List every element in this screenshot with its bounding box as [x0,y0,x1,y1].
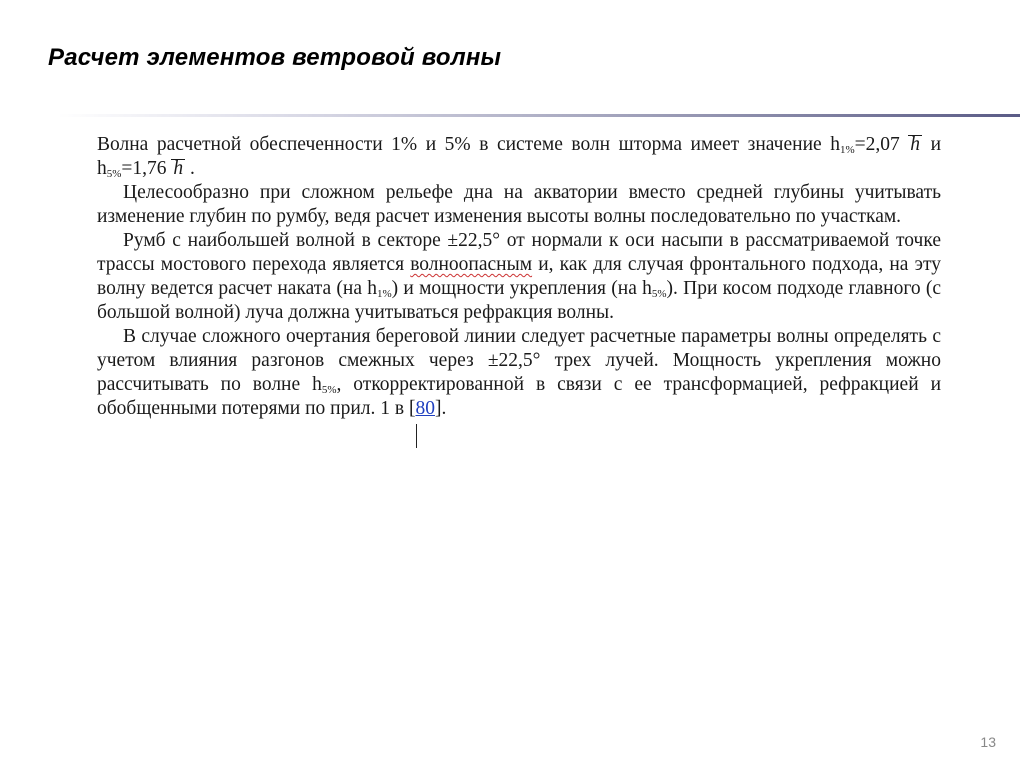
p3-part4: ). При косом подходе главного (с большой волной) луча должна учитываться рефракция волны. [97,278,942,323]
p4-part3: ]. [434,398,447,419]
paragraph-3 [97,229,941,325]
p1-sub-5: 5% [106,168,122,180]
p1-sub-1: 1% [839,144,855,156]
p2-text: Целесообразно при сложном рельефе дна на акватории вместо средней глубины учитывать изменение глубин по румбу, ведя расчет изменения высоты волны последовательно по участкам. [97,182,941,227]
title-divider [58,114,1020,117]
p3-part3: ) и мощности укрепления (на h [391,278,652,299]
reference-link[interactable]: 80 [415,398,435,419]
p4-part1: В случае сложного очертания береговой линии следует расчетные параметры волны определять с учетом влияния разгонов смежных через ±22,5° трех лучей. Мощность укрепления можно рассчитывать по волне h [97,326,941,395]
p1-and: и [922,134,941,155]
p1-h5-symbol: h [97,158,107,179]
p4-part2: , откорректированной в связи с ее трансформацией, рефракцией и обобщенными потерями по прил. 1 в [ [97,374,942,419]
p1-line1: Волна расчетной обеспеченности 1% и 5% в системе волн шторма имеет значение [97,134,822,155]
slide-title: Расчет элементов ветровой волны [48,44,502,71]
p3-part1: Румб с наибольшей волной в секторе ±22,5° от нормали к оси насыпи в рассматриваемой точке трассы мостового перехода является [97,230,941,275]
h-bar-symbol-2: h [173,158,184,179]
p3-sub-5: 5% [651,288,667,300]
p1-end: . [185,158,195,179]
paragraph-4 [97,325,941,421]
p4-sub-5: 5% [321,384,337,396]
document-body [97,133,941,421]
paragraph-1 [97,133,941,181]
p1-eq1: =2,07 [854,134,900,155]
page-number: 13 [980,734,996,750]
h-bar-symbol: h [910,134,921,155]
p1-h1-symbol: h [830,134,840,155]
p3-part2: и, как для случая фронтального подхода, на эту волну ведется расчет наката (на h [97,254,942,299]
paragraph-2 [97,181,941,229]
text-cursor [416,424,417,448]
p1-eq5: =1,76 [121,158,167,179]
p3-sub-1: 1% [377,288,392,300]
spellcheck-underlined-word[interactable]: волноопасным [410,254,533,275]
